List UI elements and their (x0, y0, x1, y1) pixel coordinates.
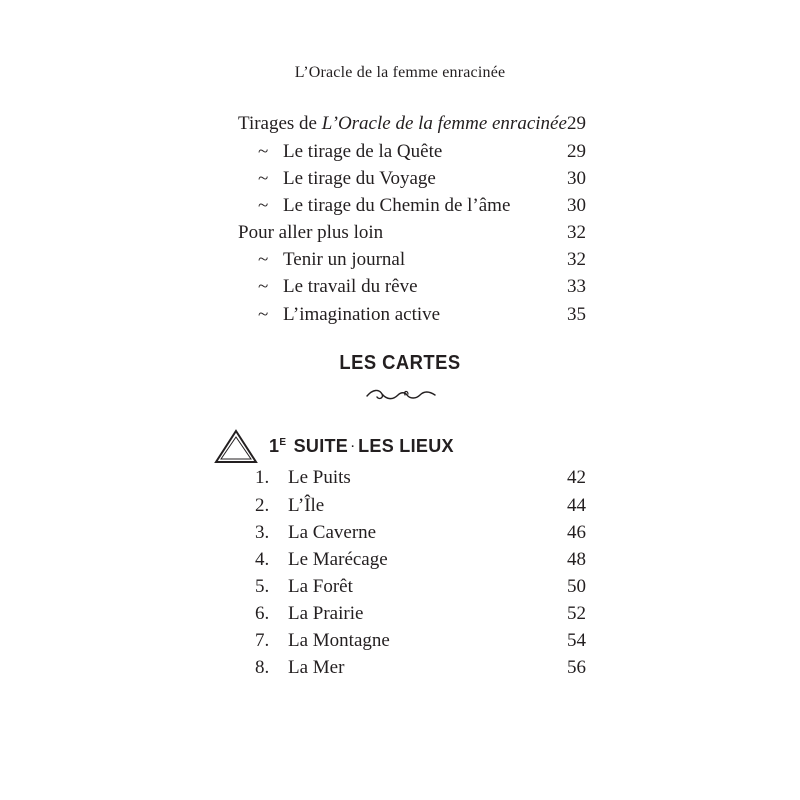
toc-page-number: 35 (567, 304, 586, 325)
toc-entry-pour-aller-plus-loin[interactable] (238, 219, 586, 247)
tilde-marker: ~ (258, 168, 269, 189)
card-number: 6. (255, 603, 270, 624)
card-number: 1. (255, 467, 270, 488)
card-number: 7. (255, 630, 270, 651)
suite-title (269, 436, 454, 457)
toc-entry-tirage-chemin[interactable] (238, 192, 586, 220)
card-label: La Mer (288, 657, 345, 678)
toc-page-number: 52 (567, 603, 586, 624)
toc-entry-tirage-quete[interactable] (238, 138, 586, 166)
suite-name: LES LIEUX (358, 436, 454, 456)
toc-card-entry-ile[interactable] (238, 492, 586, 520)
toc-entry-travail-reve[interactable] (238, 273, 586, 301)
toc-entry-tirages[interactable] (238, 110, 586, 138)
toc-page-number: 42 (567, 467, 586, 488)
tilde-marker: ~ (258, 276, 269, 297)
toc-page-number: 56 (567, 657, 586, 678)
toc-page-number: 48 (567, 549, 586, 570)
card-label: L’Île (288, 495, 325, 516)
card-label: Le Puits (288, 467, 351, 488)
toc-card-entry-prairie[interactable] (238, 600, 586, 628)
card-number: 2. (255, 495, 270, 516)
toc-card-entry-puits[interactable] (238, 464, 586, 492)
suite-word: SUITE (293, 436, 349, 456)
toc-page-number: 54 (567, 630, 586, 651)
toc-page-number: 50 (567, 576, 586, 597)
toc-page-number: 33 (567, 276, 586, 297)
scroll-ornament-icon (365, 386, 437, 404)
tilde-marker: ~ (258, 141, 269, 162)
card-label: La Montagne (288, 630, 390, 651)
card-label: Le Marécage (288, 549, 388, 570)
card-label: La Forêt (288, 576, 353, 597)
toc-entry-label: Le travail du rêve (283, 276, 418, 297)
toc-entry-label: Le tirage de la Quête (283, 141, 443, 162)
card-number: 3. (255, 522, 270, 543)
toc-entry-label: L’imagination active (283, 304, 441, 325)
toc-entry-tenir-journal[interactable] (238, 246, 586, 274)
toc-page-number: 44 (567, 495, 586, 516)
card-number: 4. (255, 549, 270, 570)
toc-entry-tirage-voyage[interactable] (238, 165, 586, 193)
toc-page-number: 32 (567, 249, 586, 270)
running-header: L’Oracle de la femme enracinée (294, 64, 506, 81)
triangle-icon (214, 429, 258, 465)
toc-card-entry-montagne[interactable] (238, 627, 586, 655)
toc-entry-label: Pour aller plus loin (238, 222, 384, 243)
toc-entry-prefix: Tirages de (238, 113, 322, 134)
toc-entry-label: Tenir un journal (283, 249, 406, 270)
toc-entry-imagination-active[interactable] (238, 301, 586, 329)
tilde-marker: ~ (258, 195, 269, 216)
toc-entry-label (238, 110, 567, 138)
toc-page-number: 46 (567, 522, 586, 543)
card-number: 5. (255, 576, 270, 597)
tilde-marker: ~ (258, 249, 269, 270)
toc-card-entry-caverne[interactable] (238, 519, 586, 547)
toc-page-number: 30 (567, 168, 586, 189)
suite-ordinal-suffix: E (279, 437, 287, 448)
tilde-marker: ~ (258, 304, 269, 325)
card-label: La Caverne (288, 522, 377, 543)
suite-ordinal: 1 (269, 436, 280, 456)
card-number: 8. (255, 657, 270, 678)
toc-page-number: 29 (567, 113, 586, 134)
toc-card-entry-marecage[interactable] (238, 546, 586, 574)
section-title: LES CARTES (339, 352, 461, 374)
toc-card-entry-mer[interactable] (238, 654, 586, 682)
toc-page-number: 30 (567, 195, 586, 216)
toc-entry-book-title: L’Oracle de la femme enracinée (321, 113, 567, 134)
toc-entry-label: Le tirage du Chemin de l’âme (283, 195, 511, 216)
toc-card-entry-foret[interactable] (238, 573, 586, 601)
toc-entry-label: Le tirage du Voyage (283, 168, 436, 189)
toc-page-number: 32 (567, 222, 586, 243)
card-label: La Prairie (288, 603, 364, 624)
suite-separator: · (351, 441, 356, 453)
toc-page-number: 29 (567, 141, 586, 162)
